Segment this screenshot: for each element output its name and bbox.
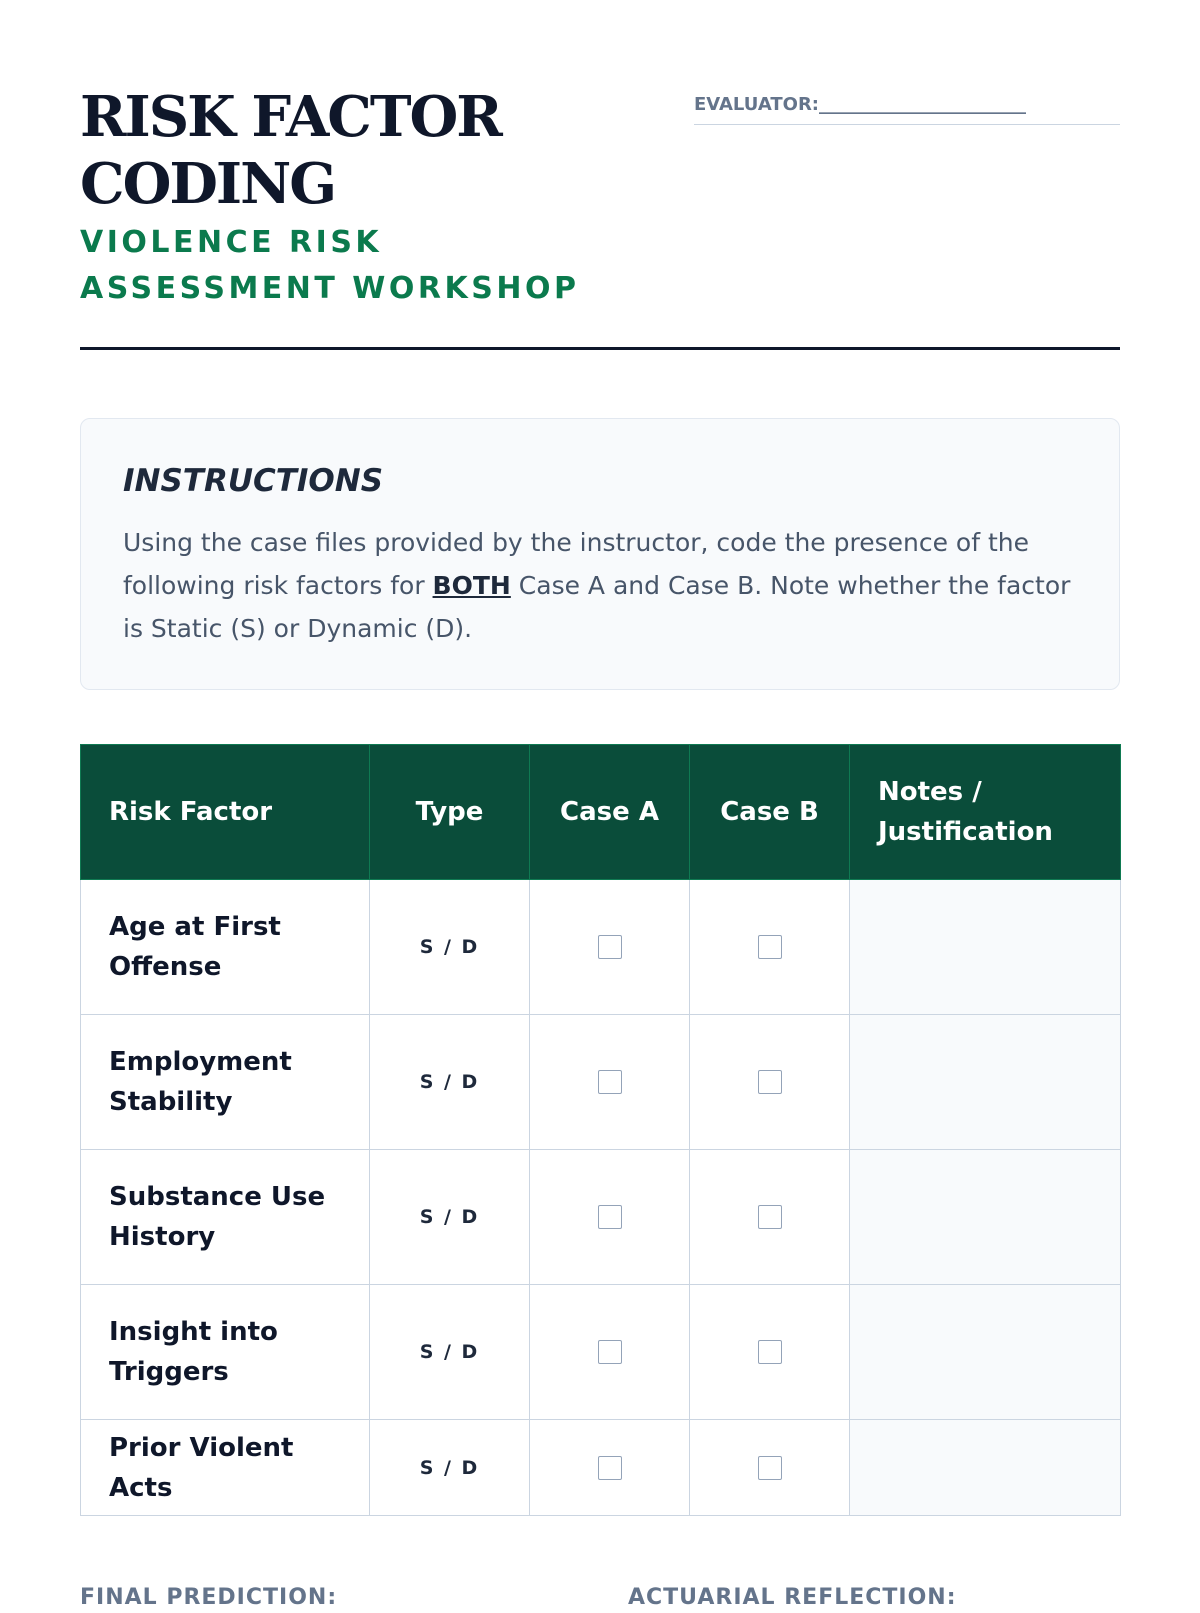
header-case-a: Case A <box>530 745 690 880</box>
header-case-b: Case B <box>690 745 850 880</box>
factor-type: S / D <box>370 880 530 1015</box>
case-a-checkbox[interactable] <box>598 1205 622 1229</box>
case-a-checkbox[interactable] <box>598 1456 622 1480</box>
table-row <box>81 1420 1121 1516</box>
case-b-checkbox[interactable] <box>758 1456 782 1480</box>
header-type: Type <box>370 745 530 880</box>
page-title: RISK FACTOR CODING <box>80 84 501 217</box>
case-b-checkbox[interactable] <box>758 935 782 959</box>
case-b-cell <box>690 880 850 1015</box>
final-prediction-label: FINAL PREDICTION: <box>80 1585 338 1610</box>
case-b-checkbox[interactable] <box>758 1205 782 1229</box>
case-a-cell <box>530 1285 690 1420</box>
table-row <box>81 1285 1121 1420</box>
table-row <box>81 880 1121 1015</box>
table-row <box>81 1150 1121 1285</box>
header-divider <box>80 347 1120 350</box>
risk-factor-table <box>80 744 1121 1516</box>
case-a-cell <box>530 1420 690 1516</box>
case-a-checkbox[interactable] <box>598 935 622 959</box>
factor-type: S / D <box>370 1150 530 1285</box>
case-a-checkbox[interactable] <box>598 1340 622 1364</box>
actuarial-reflection-label: ACTUARIAL REFLECTION: <box>628 1585 957 1610</box>
case-a-checkbox[interactable] <box>598 1070 622 1094</box>
case-b-checkbox[interactable] <box>758 1070 782 1094</box>
case-b-cell <box>690 1285 850 1420</box>
worksheet-page <box>80 0 1120 1610</box>
risk-factor-name: Age at First Offense <box>81 880 370 1015</box>
case-b-cell <box>690 1420 850 1516</box>
evaluator-blank-line: _______________________ <box>819 94 1026 115</box>
risk-factor-name: Insight into Triggers <box>81 1285 370 1420</box>
case-b-cell <box>690 1015 850 1150</box>
case-a-cell <box>530 1015 690 1150</box>
instructions-text-start: Using the case files provided by the instructor, code the presence of the following risk factors for <box>123 528 1029 600</box>
case-b-checkbox[interactable] <box>758 1340 782 1364</box>
notes-cell[interactable] <box>850 1420 1121 1516</box>
notes-cell[interactable] <box>850 1285 1121 1420</box>
instructions-heading: INSTRUCTIONS <box>123 463 384 499</box>
header-notes: Notes / Justification <box>850 745 1121 880</box>
notes-cell[interactable] <box>850 1015 1121 1150</box>
instructions-box <box>80 418 1120 690</box>
factor-type: S / D <box>370 1015 530 1150</box>
case-b-cell <box>690 1150 850 1285</box>
risk-factor-name: Prior Violent Acts <box>81 1420 370 1516</box>
risk-factor-name: Substance Use History <box>81 1150 370 1285</box>
worksheet-header <box>80 84 1120 352</box>
instructions-emphasis: BOTH <box>432 571 511 600</box>
instructions-text-end: Case A and Case B. Note whether the factor is Static (S) or Dynamic (D). <box>123 571 1071 643</box>
notes-cell[interactable] <box>850 1150 1121 1285</box>
page-subtitle: VIOLENCE RISK ASSESSMENT WORKSHOP <box>80 225 580 306</box>
evaluator-label: EVALUATOR: <box>694 94 819 115</box>
table-header-row <box>81 745 1121 880</box>
header-risk-factor: Risk Factor <box>81 745 370 880</box>
table-row <box>81 1015 1121 1150</box>
notes-cell[interactable] <box>850 880 1121 1015</box>
factor-type: S / D <box>370 1420 530 1516</box>
factor-type: S / D <box>370 1285 530 1420</box>
case-a-cell <box>530 880 690 1015</box>
risk-factor-table-container <box>80 744 1120 1516</box>
instructions-text <box>123 521 1077 650</box>
evaluator-field[interactable] <box>694 90 1120 125</box>
case-a-cell <box>530 1150 690 1285</box>
risk-factor-name: Employment Stability <box>81 1015 370 1150</box>
